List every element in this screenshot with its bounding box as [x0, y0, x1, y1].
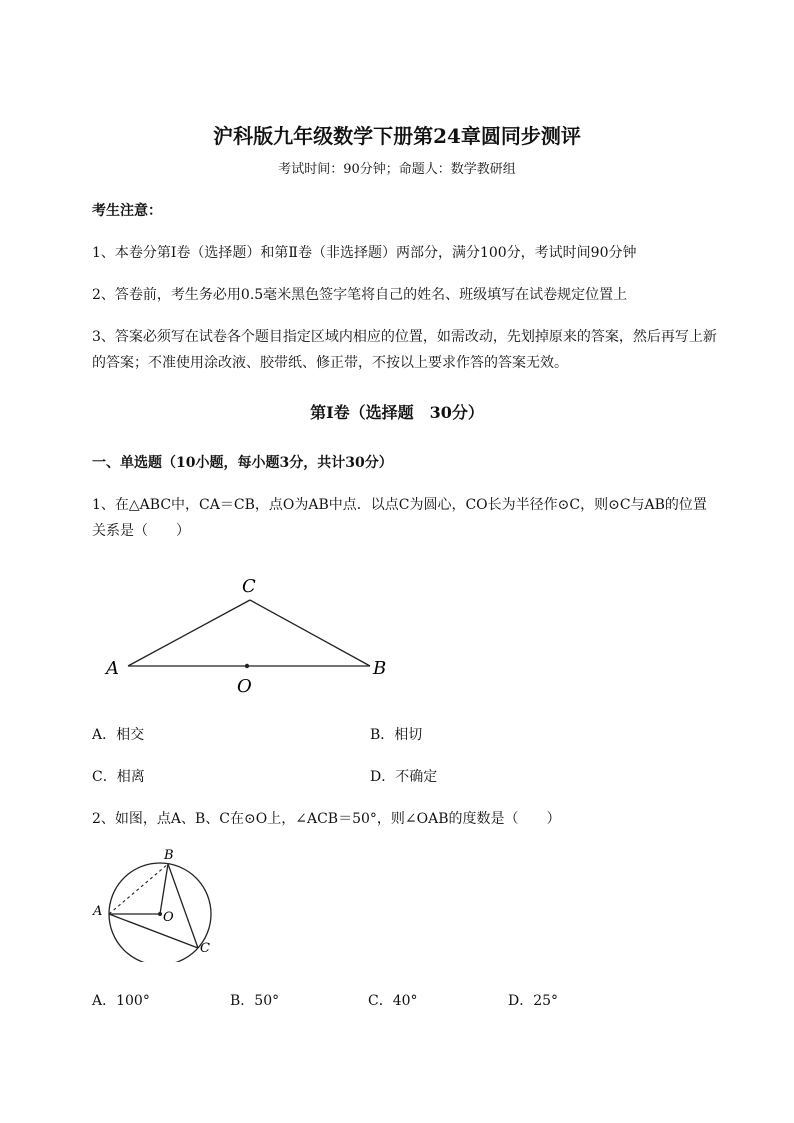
label-a: A	[93, 904, 103, 919]
question-2-stem: 2、如图，点A、B、C在⊙O上，∠ACB＝50°，则∠OAB的度数是（ ）	[92, 811, 561, 827]
notice-item-3-cont: 的答案；不准使用涂改液、胶带纸、修正带，不按以上要求作答的答案无效。	[92, 355, 568, 371]
center-point-o	[158, 912, 162, 916]
question-1-option-a[interactable]: A．相交	[92, 727, 145, 743]
label-b: B	[373, 658, 387, 679]
question-1-stem: 1、在△ABC中，CA＝CB，点O为AB中点．以点C为圆心，CO长为半径作⊙C，则⊙C与AB的位置	[92, 497, 707, 513]
notice-heading: 考生注意：	[92, 203, 162, 219]
question-2-figure	[88, 842, 228, 962]
question-1-stem-cont: 关系是（ ）	[92, 523, 190, 539]
notice-item-2: 2、答卷前，考生务必用0.5毫米黑色签字笔将自己的姓名、班级填写在试卷规定位置上	[92, 287, 628, 303]
label-o: O	[237, 676, 252, 697]
label-a: A	[106, 658, 119, 679]
segment-ac	[128, 600, 250, 666]
notice-item-1: 1、本卷分第I卷（选择题）和第Ⅱ卷（非选择题）两部分，满分100分，考试时间90分钟	[92, 245, 637, 261]
page-title: 沪科版九年级数学下册第24章圆同步测评	[213, 124, 581, 148]
section-title: 第I卷（选择题 30分）	[310, 403, 484, 422]
question-2-option-d[interactable]: D．25°	[508, 993, 559, 1009]
notice-item-3: 3、答案必须写在试卷各个题目指定区域内相应的位置，如需改动，先划掉原来的答案，然后再写上新	[92, 329, 717, 345]
segment-bc	[168, 864, 198, 948]
segment-ob	[160, 864, 168, 914]
question-2-option-b[interactable]: B．50°	[230, 993, 280, 1009]
label-c: C	[200, 941, 210, 956]
label-b: B	[164, 848, 174, 863]
question-1-option-b[interactable]: B．相切	[370, 727, 423, 743]
question-2-option-c[interactable]: C．40°	[368, 993, 418, 1009]
point-o	[245, 664, 249, 668]
question-1-option-c[interactable]: C．相离	[92, 769, 145, 785]
segment-ac	[109, 914, 198, 948]
exam-info: 考试时间：90分钟；命题人：数学教研组	[278, 162, 516, 177]
question-2-option-a[interactable]: A．100°	[92, 993, 150, 1009]
question-1-figure	[100, 570, 400, 700]
question-group-title: 一、单选题（10小题，每小题3分，共计30分）	[92, 455, 393, 471]
segment-bc	[250, 600, 370, 666]
label-c: C	[242, 576, 256, 597]
label-o: O	[163, 910, 174, 925]
question-1-option-d[interactable]: D．不确定	[370, 769, 438, 785]
segment-ab-dashed	[109, 864, 168, 914]
